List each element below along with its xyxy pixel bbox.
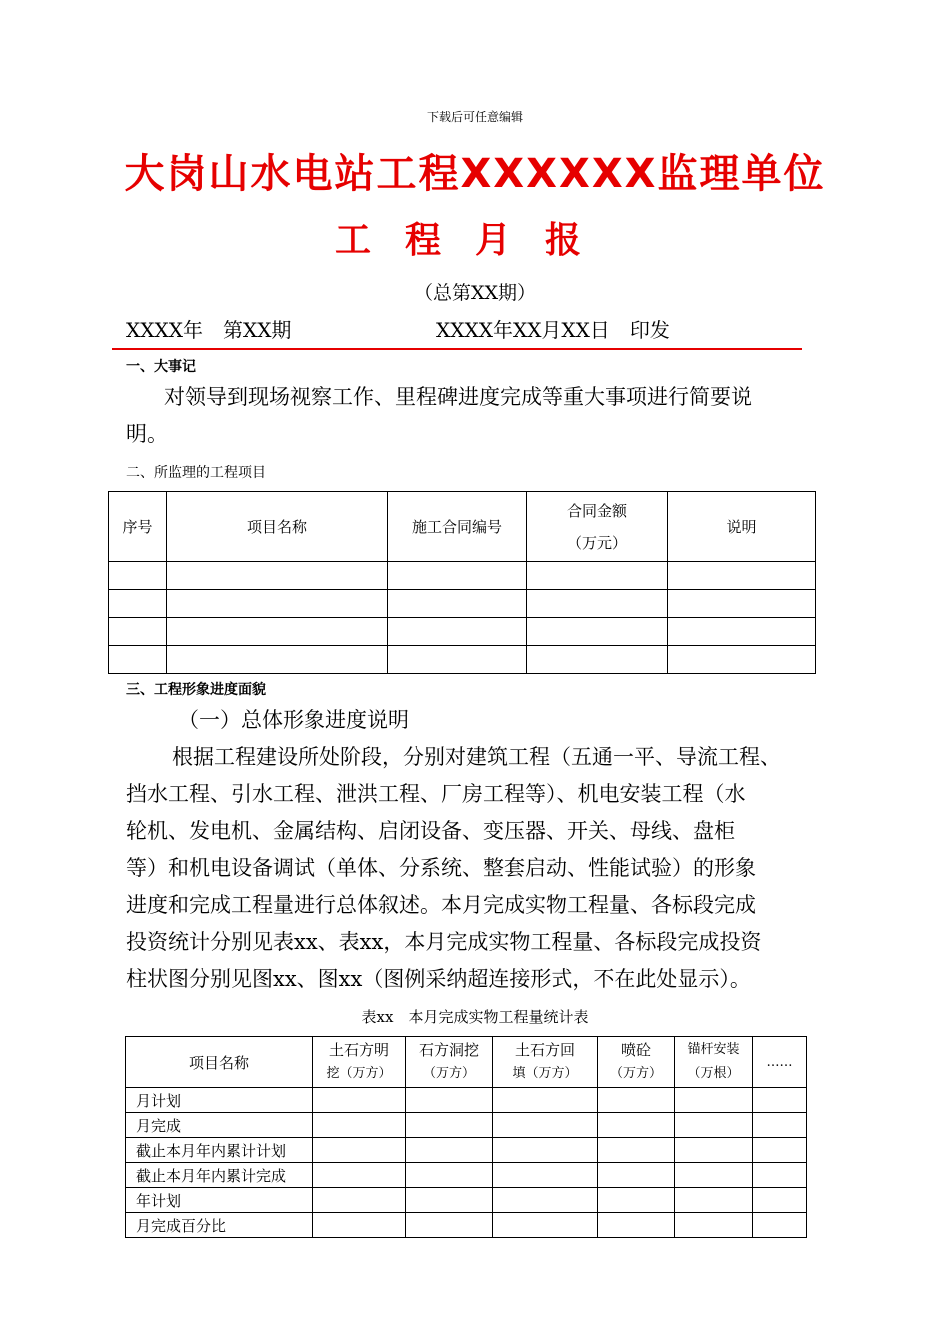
col-header-open-excavation: 土石方明 挖（万方） <box>313 1037 406 1088</box>
col-header-item-name: 项目名称 <box>126 1037 313 1088</box>
table-header-row <box>126 1037 807 1088</box>
col-header-more: …… <box>753 1037 807 1088</box>
col-header-remarks: 说明 <box>668 492 816 562</box>
project-table <box>108 491 816 674</box>
paragraph-line: 柱状图分别见图xx、图xx（图例采纳超连接形式，不在此处显示）。 <box>126 967 751 991</box>
row-label: 月完成百分比 <box>126 1213 313 1238</box>
col-header-tunnel-excavation: 石方洞挖 （万方） <box>406 1037 493 1088</box>
issue-number: XXXX年 第XX期 <box>126 318 292 342</box>
report-subtitle: 工程月报 <box>334 220 615 261</box>
section1-paragraph-line2: 明。 <box>126 422 168 446</box>
row-label: 截止本月年内累计完成 <box>126 1163 313 1188</box>
paragraph-line: 根据工程建设所处阶段，分别对建筑工程（五通一平、导流工程、 <box>172 745 781 769</box>
amount-label: 合同金额 <box>566 501 627 520</box>
table-row <box>126 1188 807 1213</box>
table-row <box>126 1138 807 1163</box>
section1-paragraph-line1: 对领导到现场视察工作、里程碑进度完成等重大事项进行简要说 <box>164 385 752 409</box>
col-header-anchor-bolt: 锚杆安装 （万根） <box>675 1037 753 1088</box>
paragraph-line: 等）和机电设备调试（单体、分系统、整套启动、性能试验）的形象 <box>126 856 756 880</box>
issue-date: XXXX年XX月XX日 印发 <box>436 318 670 342</box>
header-divider <box>112 348 802 350</box>
row-label: 月完成 <box>126 1113 313 1138</box>
section3-heading: 三、工程形象进度面貌 <box>126 682 266 698</box>
paragraph-line: 挡水工程、引水工程、泄洪工程、厂房工程等）、机电安装工程（水 <box>126 782 746 806</box>
amount-unit: （万元） <box>566 533 627 552</box>
col-header-index: 序号 <box>109 492 167 562</box>
table-header-row <box>109 492 816 562</box>
row-label: 年计划 <box>126 1188 313 1213</box>
table-row <box>109 590 816 618</box>
table-row <box>126 1163 807 1188</box>
paragraph-line: 轮机、发电机、金属结构、启闭设备、变压器、开关、母线、盘柜 <box>126 819 735 843</box>
col-header-amount <box>527 492 668 562</box>
row-label: 月计划 <box>126 1088 313 1113</box>
table-row <box>126 1113 807 1138</box>
table-caption: 表xx 本月完成实物工程量统计表 <box>361 1008 589 1026</box>
paragraph-line: 投资统计分别见表xx、表xx，本月完成实物工程量、各标段完成投资 <box>126 930 762 954</box>
table-row <box>109 646 816 674</box>
section3-paragraph <box>126 739 841 998</box>
row-label: 截止本月年内累计计划 <box>126 1138 313 1163</box>
table-row <box>109 618 816 646</box>
table-row <box>126 1088 807 1113</box>
quantity-table <box>125 1036 807 1238</box>
table-row <box>109 562 816 590</box>
section3-subheading: （一）总体形象进度说明 <box>178 708 409 732</box>
watermark-text: 下载后可任意编辑 <box>426 110 523 124</box>
table-row <box>126 1213 807 1238</box>
col-header-backfill: 土石方回 填（万方） <box>493 1037 598 1088</box>
col-header-contract-no: 施工合同编号 <box>388 492 527 562</box>
col-header-project-name: 项目名称 <box>167 492 388 562</box>
issue-total: （总第XX期） <box>413 282 537 304</box>
col-header-shotcrete: 喷砼 （万方） <box>598 1037 675 1088</box>
paragraph-line: 进度和完成工程量进行总体叙述。本月完成实物工程量、各标段完成 <box>126 893 756 917</box>
report-title: 大岗山水电站工程XXXXXX监理单位 <box>124 151 826 197</box>
section2-heading: 二、所监理的工程项目 <box>126 465 266 481</box>
section1-heading: 一、大事记 <box>126 359 196 375</box>
